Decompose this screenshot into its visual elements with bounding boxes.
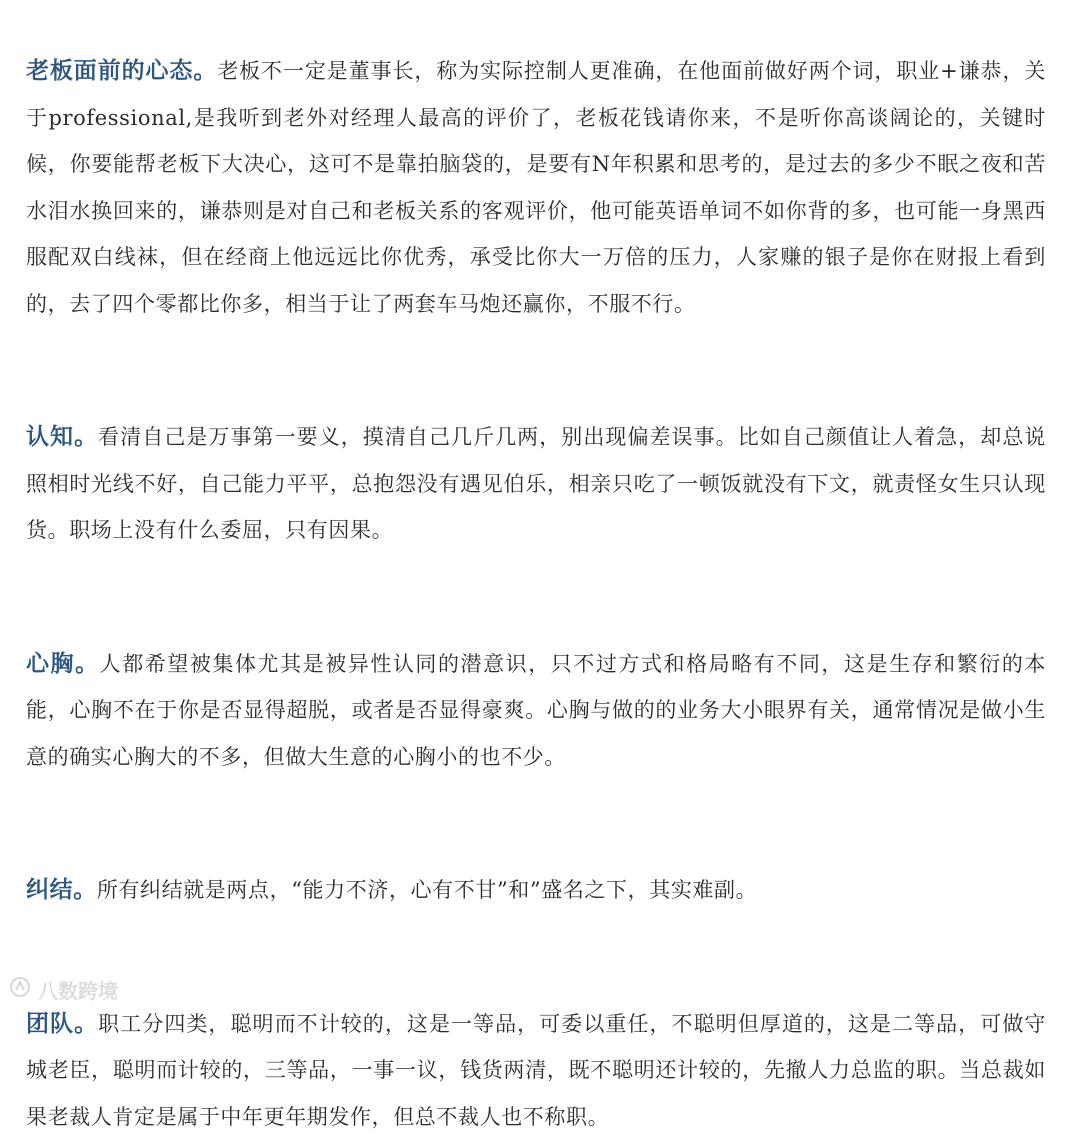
section-body-boss-mindset: 老板不一定是董事长，称为实际控制人更准确，在他面前做好两个词，职业+谦恭，关于professional,是我听到老外对经理人最高的评价了，老板花钱请你来，不是听你高谈阔论的，关键时候，你要能帮老板下大决心，这可不是靠拍脑袋的，是要有N年积累和思考的，是过去的多少不眠之夜和苦水泪水换回来的，谦恭则是对自己和老板关系的客观评价，他可能英语单词不如你背的多，也可能一身黑西服配双白线袜，但在经商上他远远比你优秀，承受比你大一万倍的压力，人家赚的银子是你在财报上看到的，去了四个零都比你多，相当于让了两套车马炮还赢你，不服不行。 [26,59,1046,316]
section-body-team: 职工分四类，聪明而不计较的，这是一等品，可委以重任，不聪明但厚道的，这是二等品，可做守城老臣，聪明而计较的，三等品，一事一议，钱货两清，既不聪明还计较的，先撤人力总监的职。当总裁如果老裁人肯定是属于中年更年期发作，但总不裁人也不称职。 [26,1012,1046,1129]
watermark-logo-icon [8,975,32,1004]
section-heading-boss-mindset: 老板面前的心态。 [26,57,217,84]
section-heading-cognition: 认知。 [26,423,98,450]
paragraph-entanglement [26,867,1046,914]
paragraph-cognition [26,414,1046,554]
article-body [26,48,1046,1140]
watermark [8,975,118,1004]
paragraph-team [26,1001,1046,1140]
paragraph-mindset-breadth [26,641,1046,781]
section-heading-mindset-breadth: 心胸。 [26,650,100,677]
paragraph-boss-mindset [26,48,1046,327]
section-body-cognition: 看清自己是万事第一要义，摸清自己几斤几两，别出现偏差误事。比如自己颜值让人着急，却总说照相时光线不好，自己能力平平，总抱怨没有遇见伯乐，相亲只吃了一顿饭就没有下文，就责怪女生只认现货。职场上没有什么委屈，只有因果。 [26,425,1046,542]
section-heading-team: 团队。 [26,1010,98,1037]
section-body-entanglement: 所有纠结就是两点，“能力不济，心有不甘”和”盛名之下，其实难副。 [97,878,757,902]
section-body-mindset-breadth: 人都希望被集体尤其是被异性认同的潜意识，只不过方式和格局略有不同，这是生存和繁衍的本能，心胸不在于你是否显得超脱，或者是否显得豪爽。心胸与做的的业务大小眼界有关，通常情况是做小生意的确实心胸大的不多，但做大生意的心胸小的也不少。 [26,652,1046,769]
section-heading-entanglement: 纠结。 [26,876,97,903]
watermark-text: 八数跨境 [38,975,118,1004]
